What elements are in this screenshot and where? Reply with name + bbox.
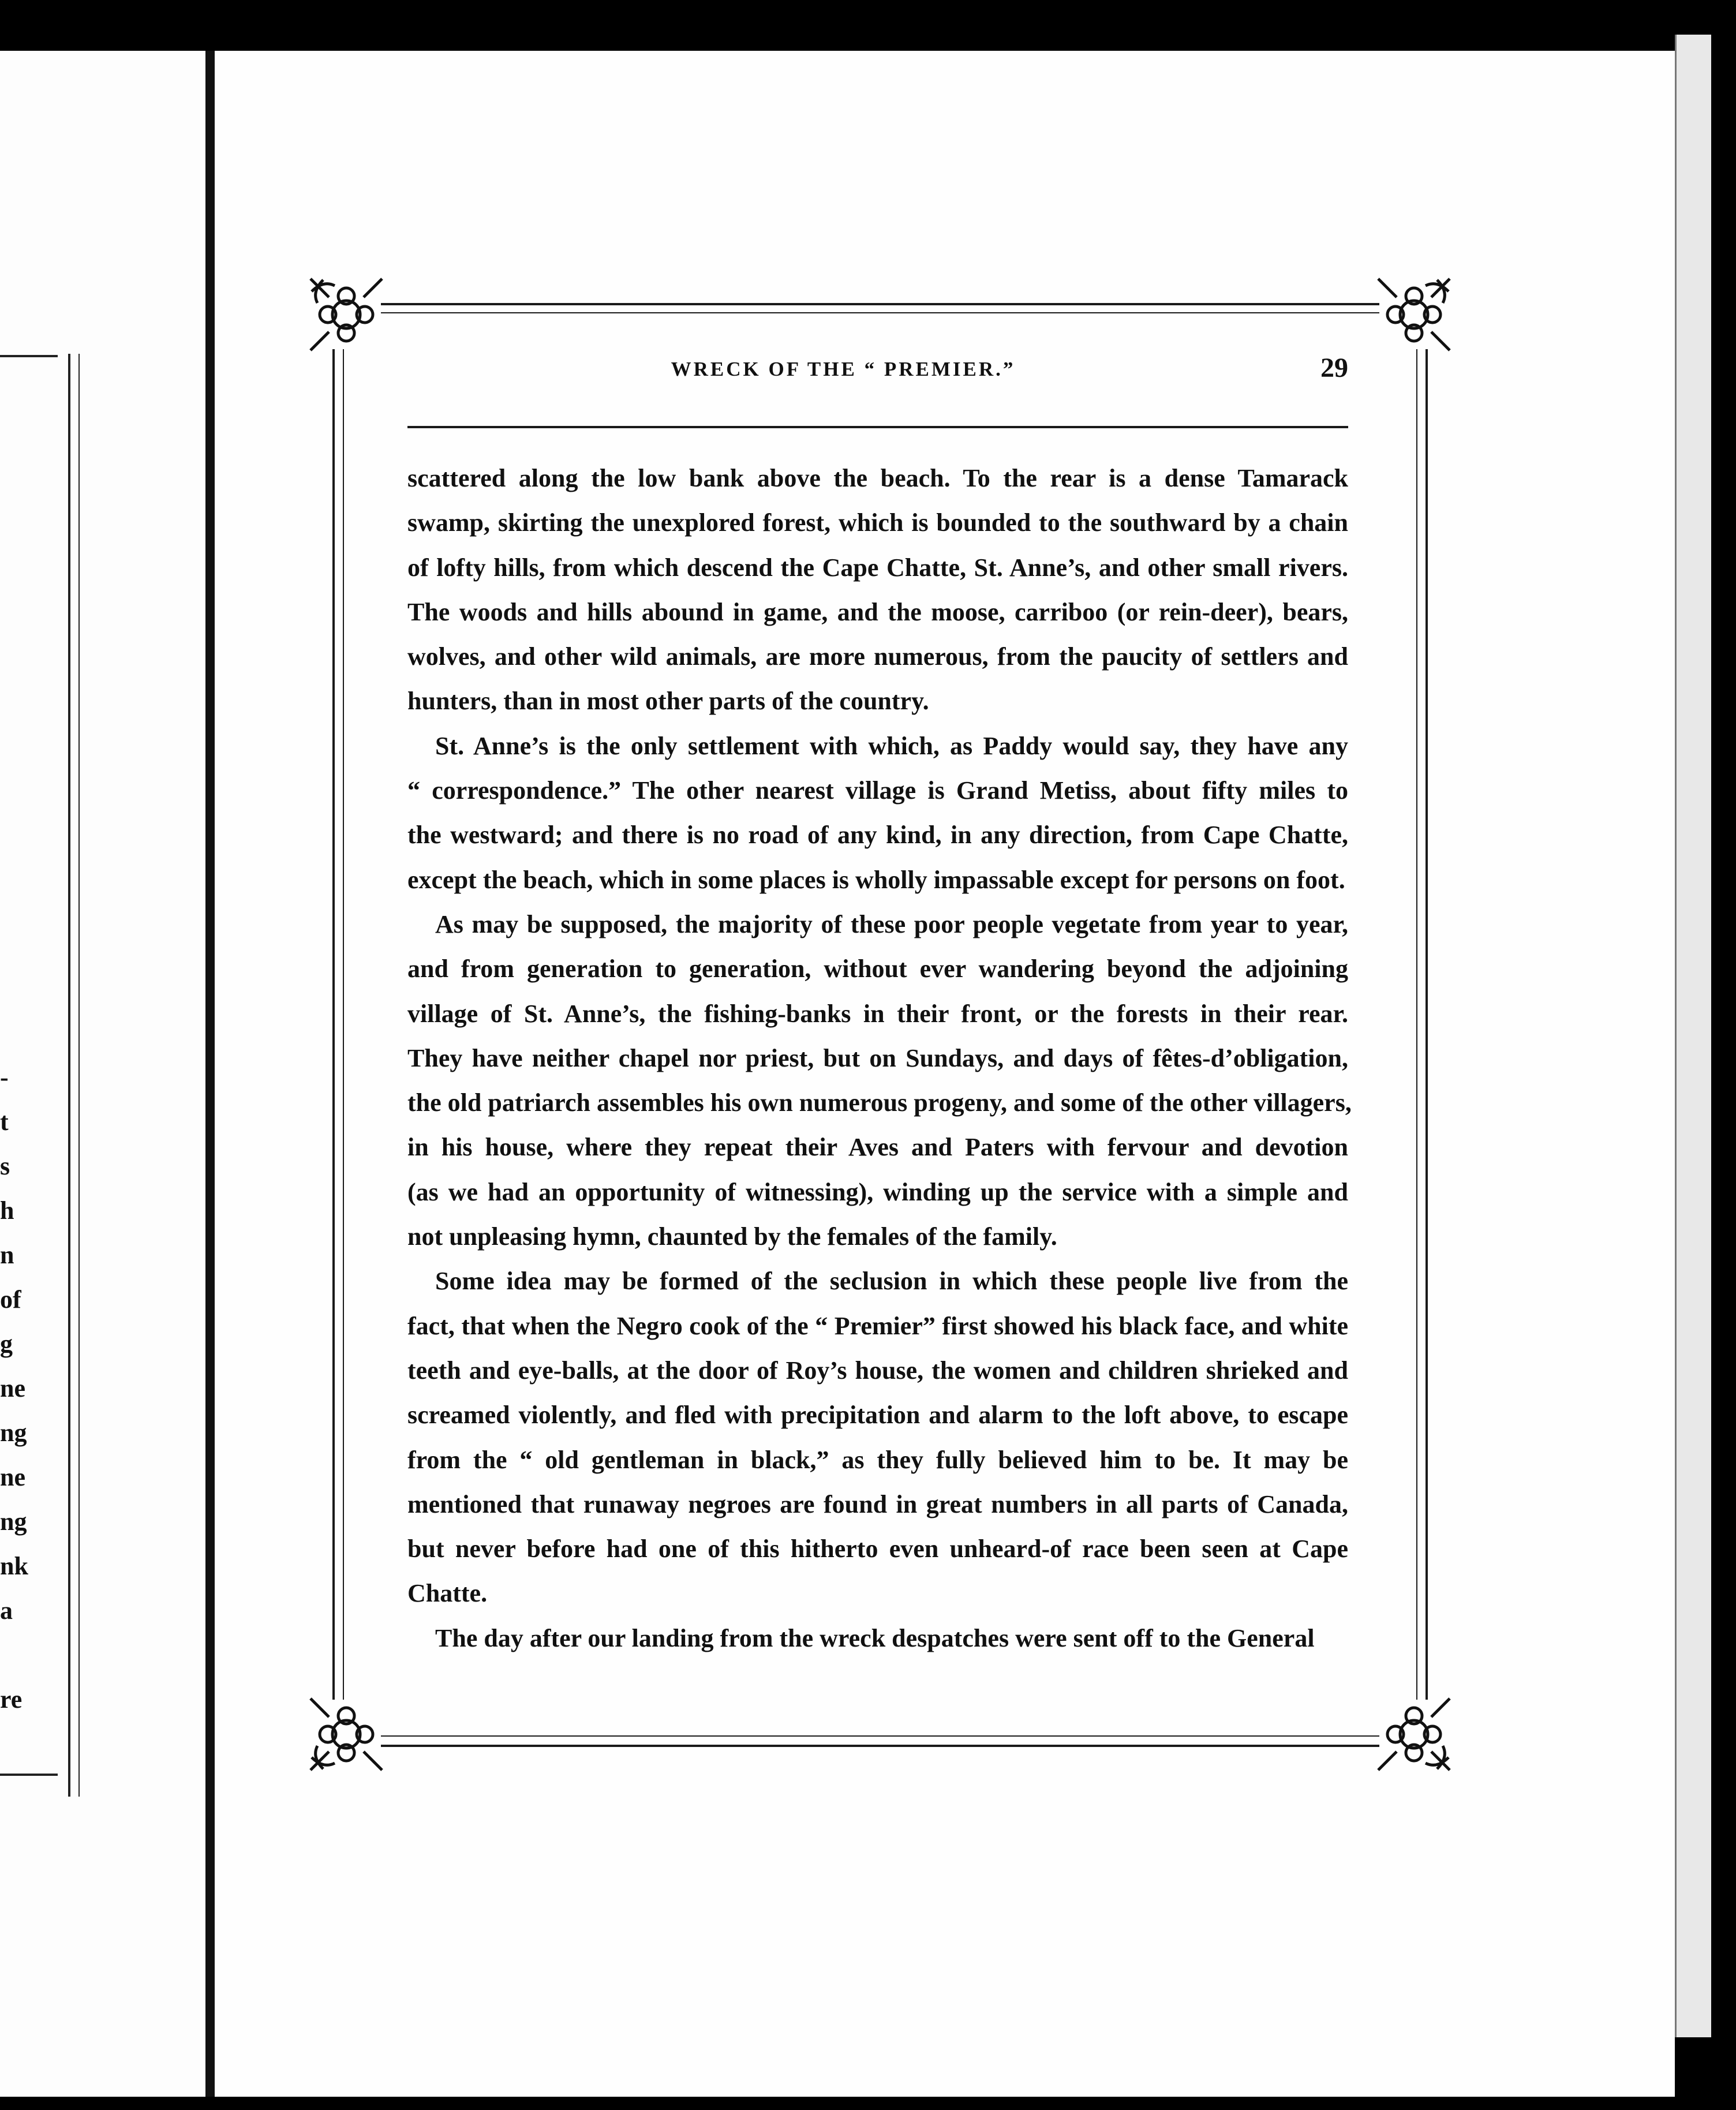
text-line: the old patriarch assembles his own numerous progeny, and some of the other villagers, bbox=[407, 1088, 1352, 1117]
text-line: the westward; and there is no road of any kind, in any direction, from Cape Chatte, bbox=[407, 821, 1348, 850]
text-line: and from generation to generation, without ever wandering beyond the adjoining bbox=[407, 955, 1348, 983]
left-page-fragment: ne bbox=[0, 1374, 25, 1402]
text-line: As may be supposed, the majority of these poor people vegetate from year to year, bbox=[435, 910, 1348, 938]
text-line: wolves, and other wild animals, are more numerous, from the paucity of settlers and bbox=[407, 642, 1348, 671]
left-page-fragment bbox=[0, 1633, 29, 1677]
paragraph bbox=[407, 1259, 1348, 1615]
text-line: from the “ old gentleman in black,” as they fully believed him to be. It may be bbox=[407, 1445, 1348, 1474]
text-line: of lofty hills, from which descend the Cape Chatte, St. Anne’s, and other small rivers. bbox=[407, 553, 1348, 582]
left-page-fragment: ng bbox=[0, 1507, 27, 1536]
text-line: fact, that when the Negro cook of the “ Premier” first showed his black face, and white bbox=[407, 1311, 1348, 1340]
paragraph bbox=[407, 1616, 1348, 1660]
corner-ornament-bottom-left-icon bbox=[306, 1694, 387, 1775]
page-edge bbox=[1675, 35, 1711, 2037]
text-line: “ correspondence.” The other nearest village is Grand Metiss, about fifty miles to bbox=[407, 776, 1348, 805]
left-page-text-fragments bbox=[0, 1055, 29, 1722]
left-page-fragment: a bbox=[0, 1596, 13, 1625]
text-line: They have neither chapel nor priest, but on Sundays, and days of fêtes-d’obligation, bbox=[407, 1043, 1348, 1072]
frame-top-inner-rule bbox=[381, 312, 1379, 313]
left-page-fragment: ng bbox=[0, 1419, 27, 1447]
header-rule bbox=[407, 426, 1348, 428]
left-page-fragment: ne bbox=[0, 1463, 25, 1491]
left-page-fragment: of bbox=[0, 1285, 21, 1314]
text-line: not unpleasing hymn, chaunted by the females of the family. bbox=[407, 1222, 1057, 1251]
page-header bbox=[407, 352, 1348, 398]
text-line: The day after our landing from the wreck despatches were sent off to the General bbox=[435, 1623, 1315, 1652]
text-line: village of St. Anne’s, the fishing-banks in their front, or the forests in their rear. bbox=[407, 999, 1348, 1028]
frame-bottom-outer-rule bbox=[381, 1745, 1379, 1747]
text-line: in his house, where they repeat their Aves and Paters with fervour and devotion bbox=[407, 1133, 1348, 1162]
running-title: WRECK OF THE “ PREMIER.” bbox=[671, 358, 1016, 380]
frame-right-inner-rule bbox=[1416, 349, 1417, 1700]
left-frame-bottom-rule bbox=[0, 1774, 58, 1776]
left-page-fragment: n bbox=[0, 1241, 14, 1269]
frame-left-inner-rule bbox=[343, 349, 344, 1700]
corner-ornament-top-right-icon bbox=[1374, 274, 1454, 355]
frame-bottom-inner-rule bbox=[381, 1735, 1379, 1737]
text-line: except the beach, which in some places is wholly impassable except for persons on foot. bbox=[407, 865, 1345, 894]
text-line: The woods and hills abound in game, and the moose, carriboo (or rein-deer), bears, bbox=[407, 597, 1348, 626]
left-page-fragment: h bbox=[0, 1196, 14, 1225]
left-frame-top-rule bbox=[0, 355, 58, 357]
text-line: St. Anne’s is the only settlement with which, as Paddy would say, they have any bbox=[435, 731, 1348, 760]
left-page bbox=[0, 51, 205, 2097]
text-line: scattered along the low bank above the beach. To the rear is a dense Tamarack bbox=[407, 464, 1348, 492]
text-line: but never before had one of this hitherto even unheard-of race been seen at Cape bbox=[407, 1535, 1348, 1563]
paragraph bbox=[407, 456, 1348, 724]
frame-left-outer-rule bbox=[332, 349, 335, 1700]
left-page-fragment: t bbox=[0, 1108, 9, 1136]
left-page-fragment: - bbox=[0, 1063, 9, 1091]
left-page-fragment: s bbox=[0, 1152, 10, 1180]
text-line: teeth and eye-balls, at the door of Roy’s house, the women and children shrieked and bbox=[407, 1356, 1348, 1385]
page-number: 29 bbox=[1320, 353, 1348, 383]
paragraph bbox=[407, 902, 1352, 1259]
body-text bbox=[407, 456, 1352, 1660]
left-page-fragment: g bbox=[0, 1330, 13, 1358]
text-line: Chatte. bbox=[407, 1579, 488, 1608]
corner-ornament-top-left-icon bbox=[306, 274, 387, 355]
text-line: mentioned that runaway negroes are found in great numbers in all parts of Canada, bbox=[407, 1490, 1348, 1518]
text-line: (as we had an opportunity of witnessing), winding up the service with a simple and bbox=[407, 1177, 1348, 1206]
book-gutter bbox=[205, 51, 215, 2097]
left-frame-inner-rule bbox=[78, 354, 80, 1797]
frame-right-outer-rule bbox=[1426, 349, 1428, 1700]
text-line: swamp, skirting the unexplored forest, which is bounded to the southward by a chain bbox=[407, 508, 1348, 537]
text-line: hunters, than in most other parts of the country. bbox=[407, 687, 929, 716]
text-line: Some idea may be formed of the seclusion in which these people live from the bbox=[435, 1267, 1348, 1296]
frame-top-outer-rule bbox=[381, 303, 1379, 305]
paragraph bbox=[407, 724, 1348, 902]
left-frame-outer-rule bbox=[68, 354, 70, 1797]
left-page-fragment: re bbox=[0, 1685, 23, 1714]
text-line: screamed violently, and fled with precipitation and alarm to the loft above, to escape bbox=[407, 1401, 1348, 1430]
corner-ornament-bottom-right-icon bbox=[1374, 1694, 1454, 1775]
left-page-fragment: nk bbox=[0, 1552, 28, 1580]
